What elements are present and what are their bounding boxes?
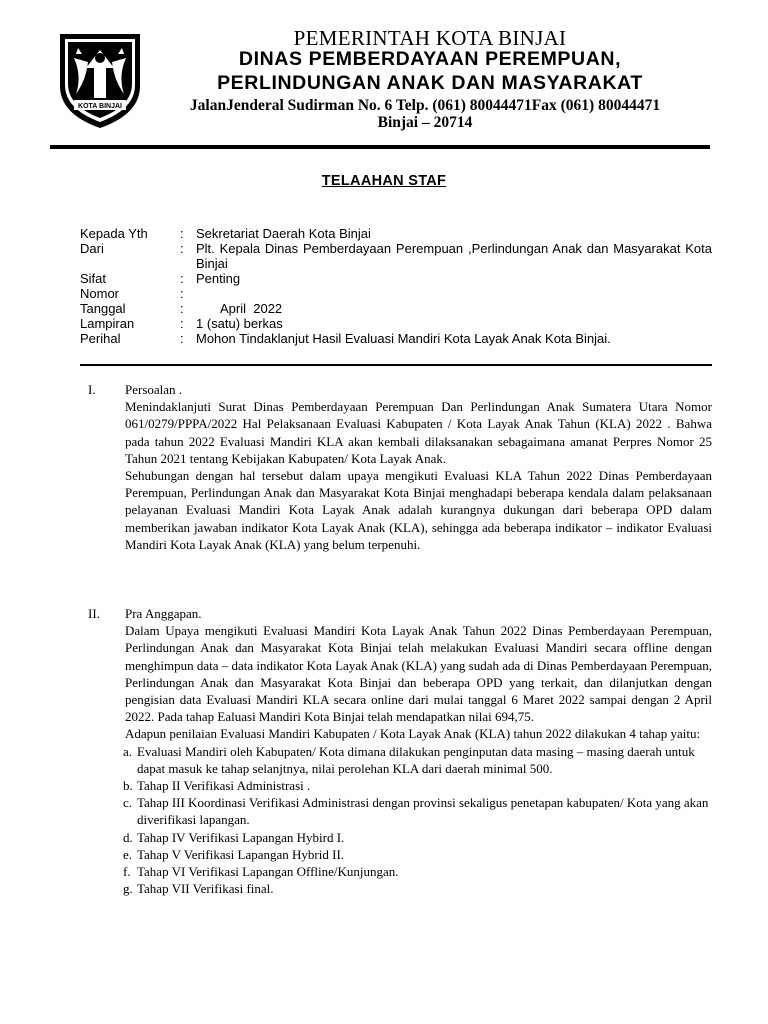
header-fields (80, 226, 712, 346)
list-item (123, 880, 712, 897)
field-label: Nomor (80, 286, 120, 301)
section-number: I. (88, 382, 96, 397)
field-sifat (80, 271, 712, 286)
letterhead-government: PEMERINTAH KOTA BINJAI (293, 26, 567, 50)
list-item (123, 794, 712, 828)
field-value: Penting (196, 271, 241, 286)
field-label: Lampiran (80, 316, 135, 331)
list-letter: g. (123, 881, 133, 897)
field-value: Mohon Tindaklanjut Hasil Evaluasi Mandiri Kota Layak Anak Kota Binjai. (196, 331, 611, 346)
field-label: Tanggal (80, 301, 126, 316)
section-paragraph: Menindaklanjuti Surat Dinas Pemberdayaan Perempuan Dan Perlindungan Anak Sumatera Utara Nomor 061/0279/PPPA/2022 Hal Pelaksanaan Evaluasi Kabupaten / Kota Layak Anak Tahun (KLA) 2022 . Bahwa pada tahun 2022 Evaluasi Mandiri KLA akan kembali dilaksanakan sebagaimana amanat Perpres Nomor 25 Tahun 2021 tentang Kebijakan Kabupaten/ Kota Layak Anak. (125, 399, 712, 466)
field-label: Sifat (80, 271, 107, 286)
field-colon: : (180, 286, 184, 301)
field-perihal (80, 331, 712, 346)
section-persoalan (88, 381, 712, 553)
city-emblem-icon (52, 28, 148, 132)
section-heading: Persoalan . (125, 382, 183, 397)
field-colon: : (180, 226, 184, 241)
field-label: Dari (80, 241, 104, 256)
stage-list (125, 743, 712, 898)
list-letter: b. (123, 778, 133, 794)
list-item (123, 777, 712, 794)
field-value (196, 286, 712, 301)
field-value: Plt. Kepala Dinas Pemberdayaan Perempuan ,Perlindungan Anak dan Masyarakat Kota Binjai (196, 241, 712, 271)
field-colon: : (180, 301, 184, 316)
emblem-banner-text: KOTA BINJAI (78, 103, 122, 110)
list-letter: a. (123, 743, 133, 759)
list-text: Tahap V Verifikasi Lapangan Hybrid II. (137, 846, 345, 862)
list-item (123, 863, 712, 880)
letterhead-divider (50, 145, 710, 149)
section-paragraph: Dalam Upaya mengikuti Evaluasi Mandiri Kota Layak Anak Tahun 2022 Dinas Pemberdayaan Perempuan, Perlindungan Anak dan Masyarakat Kota Binjai telah melakukan Evaluasi Mandiri secara offline dengan menghimpun data – data indikator Kota Layak Anak (KLA) yang sudah ada di Dinas Pemberdayaan Perempuan, Perlindungan Anak dan Masyarakat Kota Binjai dan beberapa OPD yang terkait, dan dilanjutkan dengan pengisian data Evaluasi Mandiri KLA secara online dari mulai tanggal 6 Maret 2022 sampai dengan 2 April 2022. Pada tahap Ealuasi Mandiri Kota Binjai telah mendapatkan nilai 694,75. (125, 623, 712, 725)
field-lampiran (80, 316, 712, 331)
field-value: 1 (satu) berkas (196, 316, 283, 331)
field-value: Sekretariat Daerah Kota Binjai (196, 226, 371, 241)
section-heading: Pra Anggapan. (125, 606, 202, 621)
field-kepada (80, 226, 712, 241)
list-text: Evaluasi Mandiri oleh Kabupaten/ Kota dimana dilakukan penginputan data masing – masing daerah untuk dapat masuk ke tahap selanjtnya, nilai perolehan KLA dari daerah minimal 500. (137, 743, 695, 776)
list-text: Tahap VI Verifikasi Lapangan Offline/Kunjungan. (137, 864, 399, 880)
list-item (123, 743, 712, 777)
list-text: Tahap VII Verifikasi final. (137, 881, 274, 897)
letterhead-agency-line1: DINAS PEMBERDAYAAN PEREMPUAN, (238, 48, 622, 70)
letterhead-city: Binjai – 20714 (377, 114, 473, 131)
field-label: Kepada Yth (80, 226, 148, 241)
list-letter: f. (123, 864, 131, 880)
section-paragraph: Sehubungan dengan hal tersebut dalam upaya mengikuti Evaluasi KLA Tahun 2022 Dinas Pemberdayaan Perempuan, Perlindungan Anak dan Masyarakat Kota Binjai menghadapi beberapa kendala dalam pelaksanaan pelayanan Evaluasi Mandiri Kota Layak Anak adalah kurangnya dukungan dari beberapa OPD dalam memberikan jawaban indikator Kota Layak Anak (KLA), sehingga ada beberapa indikator – indikator Evaluasi Mandiri Kota Layak Anak (KLA) yang belum terpenuhi. (125, 468, 712, 552)
letterhead-address: JalanJenderal Sudirman No. 6 Telp. (061) 80044471Fax (061) 80044471 (189, 97, 661, 114)
list-text: Tahap IV Verifikasi Lapangan Hybird I. (137, 829, 345, 845)
field-colon: : (180, 241, 184, 256)
letterhead-agency-line2: PERLINDUNGAN ANAK DAN MASYARAKAT (217, 72, 643, 94)
field-nomor (80, 286, 712, 301)
list-text: Tahap II Verifikasi Administrasi . (137, 778, 311, 794)
field-colon: : (180, 271, 184, 286)
list-item (123, 829, 712, 846)
field-tanggal (80, 301, 712, 316)
list-text: Tahap III Koordinasi Verifikasi Administrasi dengan provinsi sekaligus penetapan kabupaten/ Kota yang akan diverifikasi lapangan. (137, 795, 709, 828)
list-letter: e. (123, 846, 133, 862)
document-title: TELAAHAN STAF (321, 173, 447, 189)
list-letter: c. (123, 795, 133, 811)
section-number: II. (88, 606, 100, 621)
field-value: April 2022 (220, 301, 283, 316)
field-dari (80, 241, 712, 271)
field-colon: : (180, 331, 184, 346)
section-pra-anggapan (88, 605, 712, 897)
list-letter: d. (123, 829, 133, 845)
field-colon: : (180, 316, 184, 331)
section-paragraph: Adapun penilaian Evaluasi Mandiri Kabupaten / Kota Layak Anak (KLA) tahun 2022 dilakukan 4 tahap yaitu: (125, 726, 701, 742)
field-label: Perihal (80, 331, 121, 346)
list-item (123, 846, 712, 863)
header-divider (80, 364, 712, 366)
